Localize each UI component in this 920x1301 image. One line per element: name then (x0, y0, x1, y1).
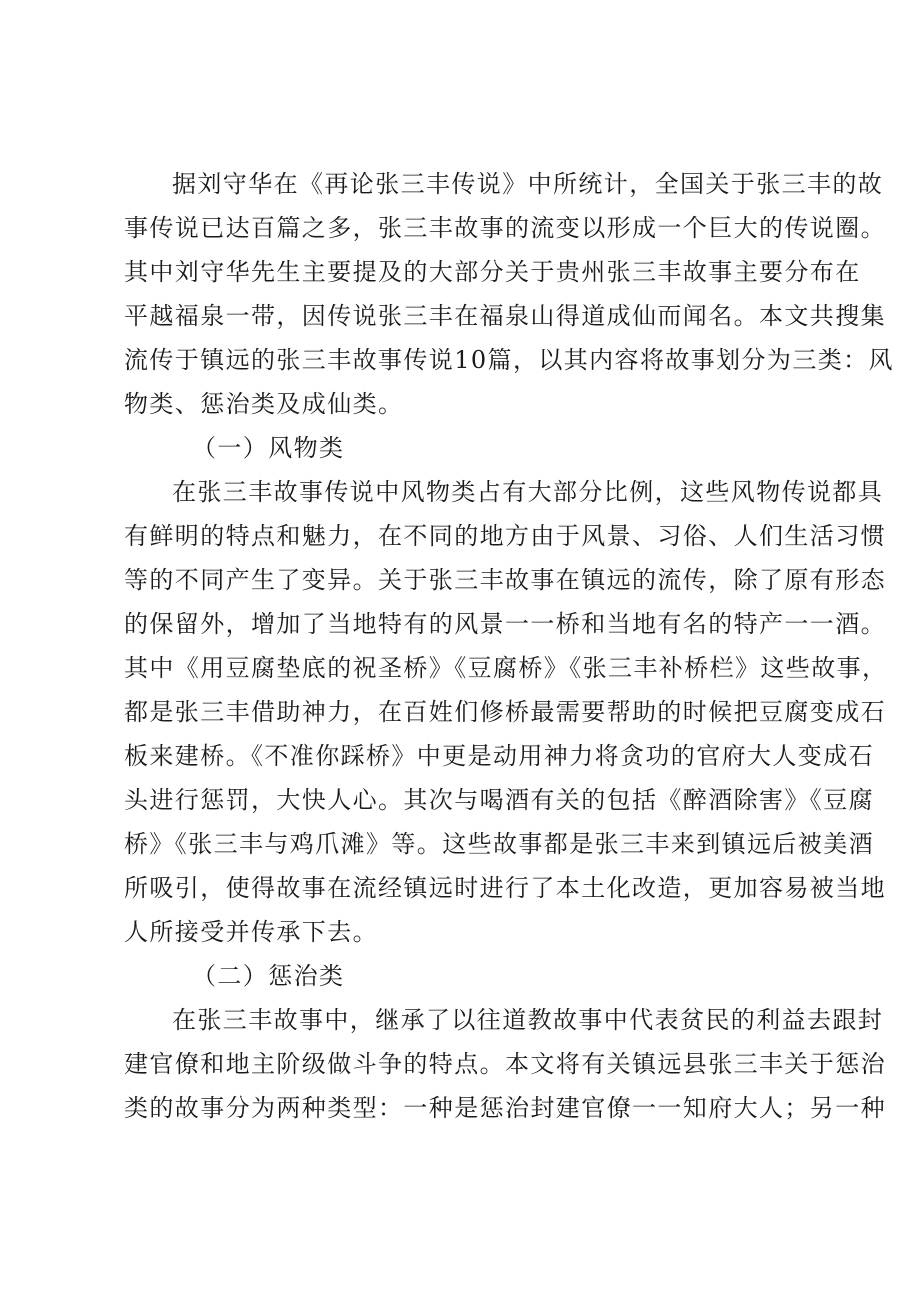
paragraph-3-line-1: 在张三丰故事中，继承了以往道教故事中代表贫民的利益去跟封 (172, 1006, 884, 1034)
paragraph-2-line-6: 都是张三丰借助神力，在百姓们修桥最需要帮助的时候把豆腐变成石 (124, 698, 886, 726)
paragraph-2-line-11: 人所接受并传承下去。 (124, 918, 378, 946)
paragraph-2-line-10: 所吸引，使得故事在流经镇远时进行了本土化改造，更加容易被当地 (124, 874, 886, 902)
paragraph-2-line-7: 板来建桥。《不准你踩桥》中更是动用神力将贪功的官府大人变成石 (124, 742, 874, 770)
paragraph-2-line-3: 等的不同产生了变异。关于张三丰故事在镇远的流传，除了原有形态 (124, 566, 886, 594)
paragraph-1-line-4: 平越福泉一带，因传说张三丰在福泉山得道成仙而闻名。本文共搜集 (124, 302, 886, 330)
paragraph-2-line-1: 在张三丰故事传说中风物类占有大部分比例，这些风物传说都具 (172, 478, 884, 506)
paragraph-2-line-5: 其中《用豆腐垫底的祝圣桥》《豆腐桥》《张三丰补桥栏》这些故事， (124, 654, 888, 682)
paragraph-1-line-2: 事传说已达百篇之多，张三丰故事的流变以形成一个巨大的传说圈。 (124, 214, 886, 242)
paragraph-1-line-5: 流传于镇远的张三丰故事传说10篇，以其内容将故事划分为三类：风 (124, 346, 894, 374)
paragraph-2-line-2: 有鲜明的特点和魅力，在不同的地方由于风景、习俗、人们生活习惯 (124, 522, 886, 550)
paragraph-3-line-2: 建官僚和地主阶级做斗争的特点。本文将有关镇远县张三丰关于惩治 (124, 1050, 886, 1078)
section-heading-1: （一）风物类 (192, 434, 345, 462)
paragraph-1-line-6: 物类、惩治类及成仙类。 (124, 390, 404, 418)
paragraph-1-line-1: 据刘守华在《再论张三丰传说》中所统计，全国关于张三丰的故 (172, 170, 884, 198)
paragraph-1-line-3: 其中刘守华先生主要提及的大部分关于贵州张三丰故事主要分布在 (124, 258, 861, 286)
paragraph-3-line-3: 类的故事分为两种类型：一种是惩治封建官僚一一知府大人；另一种 (124, 1094, 886, 1122)
paragraph-2-line-4: 的保留外，增加了当地特有的风景一一桥和当地有名的特产一一酒。 (124, 610, 886, 638)
section-heading-2: （二）惩治类 (192, 962, 345, 990)
paragraph-2-line-9: 桥》《张三丰与鸡爪滩》等。这些故事都是张三丰来到镇远后被美酒 (124, 830, 874, 858)
paragraph-2-line-8: 头进行惩罚，大快人心。其次与喝酒有关的包括《醉酒除害》《豆腐 (124, 786, 874, 814)
